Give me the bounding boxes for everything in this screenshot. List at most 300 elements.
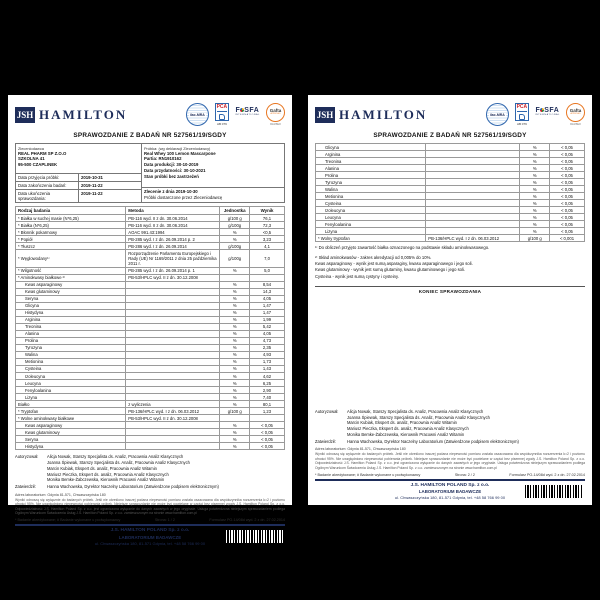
lab-address-line: Adres laboratorium: Gdynia 81-571, Chwaszczyńska 180 [315,447,406,452]
test-result: < 0,05 [550,214,585,221]
test-unit: % [220,288,250,295]
test-result: < 0,05 [550,200,585,207]
test-name: Histydyna [16,443,126,450]
barcode-icon [525,485,583,498]
report-title: SPRAWOZDANIE Z BADAŃ NR 527561/19/SGDY [73,132,227,139]
client-block [16,144,142,202]
test-method [126,281,220,288]
authorized-name: Joanna Śpiewak, Starszy Specjalista ds. Analiz, Pracownia Analiz Klasycznych [347,414,490,420]
ilac-mra-badge-icon [486,103,509,126]
result-row [316,165,585,172]
col-header-result: Wynik [250,207,285,215]
test-result: 1,43 [250,365,285,372]
test-result: 4,1 [250,243,285,250]
test-method [426,165,520,172]
test-result: 6,25 [250,380,285,387]
test-unit: % [220,337,250,344]
date-row [16,173,141,181]
report-page-2 [308,95,592,505]
test-name: Lizyna [16,394,126,401]
test-name: * Tryptofan [16,408,126,415]
result-row [16,422,285,429]
result-row [16,394,285,401]
test-result: < 0,05 [550,165,585,172]
test-result: 3,23 [250,236,285,243]
test-name: Arginina [16,316,126,323]
approved-label: Zatwierdził: [315,438,336,444]
report-title: SPRAWOZDANIE Z BADAŃ NR 527561/19/SGDY [373,132,527,139]
test-method: PB-53/HPLC wyd. II z dn. 30.12.2008 [126,274,220,281]
test-name: * Tłuszcz [16,243,126,250]
form-number: Formularz PO-14/08d wyd. 2 z dn. 27.02.2014 [509,473,585,477]
test-unit: g/100 g [220,408,250,415]
test-name: Metionina [16,358,126,365]
authorized-name: Mariusz Pieczka, Ekspert ds. analiz, Pracownia Analiz Klasycznych [347,426,469,432]
result-row [16,365,285,372]
result-row [16,309,285,316]
test-name: * Aminokwasy białkowe ²⁾ [16,274,126,281]
test-method [126,436,220,443]
test-name: Walina [316,186,426,193]
test-name: Kwas glutaminowy [16,288,126,295]
test-unit: % [520,151,550,158]
authorized-name: Alicja Nowak, Starszy Specjalista ds. Analiz, Pracownia Analiz Klasycznych [347,409,484,414]
test-unit: % [220,401,250,408]
footnote-2-line: ²⁾ Skład aminokwasów - zakres akredytacji od 0,005% do 10%. [315,254,432,260]
test-name: Alanina [316,165,426,172]
test-unit: % [220,422,250,429]
test-name: Prolina [316,172,426,179]
result-row [16,351,285,358]
test-method [426,158,520,165]
end-of-report-rule [315,286,585,287]
test-unit: % [520,221,550,228]
accreditation-badges [486,103,585,126]
test-name: Lizyna [316,228,426,235]
disclaimer-text: Wyniki odnoszą się wyłącznie do badanych próbek. Jeśli nie określono inaczej podana niepewność pomiaru została oszacowana dla współczynnika rozszerzenia k=2 i poziomu ufności 95%. Nie uwzględniono niepewności pobierania próbek. Niniejsze sprawozdanie nie może być powielane w części bez pisemnej zgody J.S. Hamilton Poland Sp. z o.o. Odpowiedzialność J.S. Hamilton Poland Sp. z o.o. jest ograniczona wyłącznie do danych zawartych w jego oryginale. Usługa potwierdzona niniejszym sprawozdaniem podlega Ogólnym Warunkom Świadczenia Usług J.S. Hamilton Poland Sp. z o.o. zamieszczonym na stronie www.hamilton.com.pl [315,452,585,470]
authorized-label: Autoryzował: [315,409,339,414]
test-name: Seryna [16,295,126,302]
fosfa-badge-icon [235,103,260,116]
test-name: Histydyna [16,309,126,316]
gafta-badge-icon [266,103,285,126]
test-method [126,295,220,302]
date-value: 2019-11-22 [78,182,141,189]
date-label: Data ukończenia sprawozdania: [18,191,51,201]
authorized-label: Autoryzował: [15,454,39,460]
result-row [16,250,285,267]
test-unit: % [220,387,250,394]
test-result: < 0,05 [550,172,585,179]
test-result: < 0,05 [550,186,585,193]
date-label: Data przyjęcia próbki: [18,175,60,180]
test-result: 4,93 [250,351,285,358]
test-unit: % [220,373,250,380]
test-method: PB-116 wyd. II z dn. 30.06.2014 [126,215,220,222]
result-row [316,200,585,207]
page-number: Strona: 2 / 2 [454,473,475,477]
disclaimer-text: Wyniki odnoszą się wyłącznie do badanych próbek. Jeśli nie określono inaczej podana niepewność pomiaru została oszacowana dla współczynnika rozszerzenia k=2 i poziomu ufności 95%. Nie uwzględniono niepewności pobierania próbek. Niniejsze sprawozdanie nie może być powielane w części bez pisemnej zgody J.S. Hamilton Poland Sp. z o.o. Odpowiedzialność J.S. Hamilton Poland Sp. z o.o. jest ograniczona wyłącznie do danych zawartych w jego oryginale. Usługa potwierdzona niniejszym sprawozdaniem podlega Ogólnym Warunkom Świadczenia Usług J.S. Hamilton Poland Sp. z o.o. zamieszczonym na stronie www.hamilton.com.pl [15,497,285,515]
gafta-badge-icon [566,103,585,126]
result-row [316,186,585,193]
test-method [126,330,220,337]
test-unit [220,415,250,422]
company-footer [315,479,585,501]
test-method [126,443,220,450]
test-name: Cysteina [316,200,426,207]
date-value: 2019-11-22 [78,190,141,202]
fosfa-badge-icon [535,103,560,116]
test-method [126,380,220,387]
test-unit: % [520,158,550,165]
test-unit: % [220,380,250,387]
test-name: Alanina [16,330,126,337]
sample-production-date: Data produkcji: 30-10-2019 [143,162,199,168]
footer-company-name: J.S. HAMILTON POLAND Sp. z o.o. [410,483,490,488]
test-result [250,274,285,281]
test-name: * Węglowodany¹⁾ [16,250,126,267]
hamilton-logo [15,107,127,123]
test-name: Cysteina [16,365,126,372]
test-name: Seryna [16,436,126,443]
footer-company-address: ul. Chwaszczyńska 180, 81-571 Gdynia, tel. +48 58 766 99 00 [394,495,506,501]
approved-block [15,484,285,490]
form-number: Formularz PO-14/08d wyd. 2 z dn. 27.02.2014 [209,518,285,523]
authorized-block [15,454,285,483]
sample-batch: Partia: RN1910162 [143,156,182,162]
authorized-name: Mariusz Pieczka, Ekspert ds. analiz, Pracownia Analiz Klasycznych [47,471,169,477]
authorized-name: Alicja Nowak, Starszy Specjalista ds. Analiz, Pracownia Analiz Klasycznych [47,454,184,460]
test-unit: % [520,207,550,214]
test-method [126,373,220,380]
test-unit: % [520,228,550,235]
approved-name: Hanna Wachowska, Dyrektor Naczelny Laboratorium (Zatwierdzone podpisem elektronicznym) [47,483,219,489]
test-method [426,172,520,179]
result-row [316,228,585,235]
test-method: PB-136/HPLC wyd. I z dn. 06.03.2012 [126,408,220,415]
test-unit [220,274,250,281]
fosfa-sub-label: INTERNATIONAL [234,114,260,116]
test-name: Izoleucyna [16,373,126,380]
test-result: < 0,05 [250,429,285,436]
sample-delivery: Próbki dostarczone przez Zleceniodawcę [143,195,223,201]
test-method [426,193,520,200]
test-name: Metionina [316,193,426,200]
test-name: * Błonnik pokarmowy [16,229,126,236]
test-result: 8,54 [250,281,285,288]
test-name: Leucyna [16,380,126,387]
test-unit: g/100g [220,222,250,229]
test-result: 1,47 [250,302,285,309]
test-method [126,323,220,330]
test-method: PB-116 wyd. II z dn. 30.06.2014 [126,222,220,229]
gafta-member-label: MEMBER [270,122,281,126]
footer-legend-row [315,473,585,477]
accreditation-badges [186,103,285,126]
test-method [126,358,220,365]
authorized-name: Marcin Kubiak, Ekspert ds. analiz, Pracownia Analiz Witamin [47,465,157,471]
test-result: 1,47 [250,309,285,316]
approved-label: Zatwierdził: [15,483,36,489]
accreditation-legend: * Badanie akredytowane; # Badanie wykonane u podwykonawcy [15,518,121,523]
ilac-mra-badge-icon [186,103,209,126]
footer-lab-name: LABORATORIUM BADAWCZE [418,489,482,495]
result-row [16,408,285,415]
results-table-page2 [315,143,585,242]
test-name: Leucyna [316,214,426,221]
result-row [16,380,285,387]
barcode-icon [225,530,283,543]
test-unit: % [220,281,250,288]
result-row [316,179,585,186]
hamilton-monogram-icon: JSH [15,107,35,123]
test-name: Walina [16,351,126,358]
test-name: Tyrozyna [316,179,426,186]
test-result: < 0,05 [250,443,285,450]
footnote-2-line: Kwas glutaminowy - wynik jest sumą glutaminy, kwasu glutaminowego i jego soli. [315,267,466,273]
result-row [316,158,585,165]
test-method [126,365,220,372]
test-method [426,221,520,228]
result-row [16,387,285,394]
result-row [316,207,585,214]
date-row [16,181,141,189]
test-unit: % [520,200,550,207]
result-row [16,316,285,323]
result-row [16,243,285,250]
authorized-name: Joanna Śpiewak, Starszy Specjalista ds. Analiz, Pracownia Analiz Klasycznych [47,460,190,466]
test-method [126,344,220,351]
approved-name: Hanna Wachowska, Dyrektor Naczelny Laboratorium (Zatwierdzone podpisem elektronicznym) [347,438,519,444]
test-result: 1,23 [250,408,285,415]
test-result: 2,90 [250,387,285,394]
test-result: 1,73 [250,358,285,365]
result-row [16,443,285,450]
test-method [126,337,220,344]
page-header [15,103,285,126]
sample-condition: Stan próbki bez zastrzeżeń [143,173,199,179]
test-result [250,415,285,422]
test-method: Rozporządzenie Parlamentu Europejskiego i Rady (UE) Nr 1169/2011 z dnia 25 października 2011 r. [126,250,220,267]
footnote-2-block [315,255,585,280]
company-footer [15,524,285,546]
test-unit: % [520,172,550,179]
date-label: Data zakończenia badań: [18,183,67,188]
test-method [426,151,520,158]
test-unit: g/100g [220,250,250,267]
test-result: 4,73 [250,337,285,344]
result-row [16,236,285,243]
pca-label: PCA [516,104,528,110]
test-unit: % [220,429,250,436]
test-name: * Wolny tryptofan [316,235,426,242]
test-unit: % [220,330,250,337]
test-method: PB-136/HPLC wyd. I z dn. 06.03.2012 [426,235,520,242]
test-unit: % [220,344,250,351]
test-unit: % [220,365,250,372]
test-method [126,429,220,436]
fosfa-rest: SFA [244,107,260,114]
result-row [16,358,285,365]
test-unit: g/100 g [520,235,550,242]
footer-company-address: ul. Chwaszczyńska 180, 81-571 Gdynia, tel. +48 58 766 99 00 [94,540,206,546]
test-result: 4,62 [250,373,285,380]
test-name: Glicyna [16,302,126,309]
test-result: 14,3 [250,288,285,295]
test-unit: % [520,186,550,193]
col-header-method: Metoda [126,207,220,215]
test-method [126,394,220,401]
authorized-names [347,409,490,438]
gafta-approved-label: APPROVED [270,112,281,115]
test-method: AOAC 991.43:1994 [126,229,220,236]
test-unit: % [220,436,250,443]
hamilton-logo-text: HAMILTON [339,107,428,122]
test-unit: % [520,179,550,186]
sample-expiry-date: Data przydatności: 30-10-2021 [143,167,206,173]
test-unit: % [220,229,250,236]
footer-legend-row [15,518,285,522]
result-row [16,344,285,351]
client-name: REAL PHARM SP Z.O.O [18,150,67,156]
test-name: Kwas asparaginowy [16,422,126,429]
test-name: * Wilgotność [16,267,126,274]
result-row [16,330,285,337]
test-result: 1,99 [250,316,285,323]
result-row [16,373,285,380]
test-method: z wyliczenia [126,401,220,408]
page-header [315,103,585,126]
authorized-name: Marcin Kubiak, Ekspert ds. analiz, Pracownia Analiz Witamin [347,420,457,426]
result-row [16,222,285,229]
test-unit: % [220,267,250,274]
pca-badge-icon [515,103,529,126]
test-unit: g/100g [220,243,250,250]
sample-label: Próbka: (wg deklaracji Zleceniodawcy) [143,145,211,151]
test-method [426,228,520,235]
result-row [16,274,285,281]
test-unit: % [220,302,250,309]
hamilton-monogram-icon: JSH [315,107,335,123]
lab-address-line: Adres laboratorium: Gdynia 81-571, Chwaszczyńska 180 [15,492,106,497]
test-result: < 0,05 [550,151,585,158]
report-page-1 [8,95,292,546]
test-method [126,309,220,316]
order-date: Zlecenie z dnia 2019-10-30 [143,189,198,195]
authorized-block [315,409,585,438]
test-result: 72,3 [250,222,285,229]
test-result: 7,0 [250,250,285,267]
test-method [426,200,520,207]
test-method [126,288,220,295]
test-method [126,387,220,394]
test-result: < 0,05 [250,422,285,429]
date-value: 2019-10-31 [78,174,141,181]
ilac-mra-label: ilac-MRA [189,112,205,117]
result-row [16,337,285,344]
page-number: Strona: 1 / 2 [154,518,175,523]
test-unit: % [220,394,250,401]
result-row [316,235,585,242]
test-unit: % [520,165,550,172]
test-method [426,214,520,221]
fosfa-f: F [235,107,241,114]
test-result: 76,1 [250,215,285,222]
test-method: PB-286 wyd. I z dn. 26.09.2014 [126,243,220,250]
client-address-1: SZKOLNA 41 [18,156,45,162]
test-unit: % [220,323,250,330]
test-unit: % [220,295,250,302]
test-method: PB-285 wyd. I z dn. 26.09.2014 p. 2 [126,236,220,243]
ilac-mra-label: ilac-MRA [489,112,505,117]
result-row [16,302,285,309]
result-row [316,144,585,151]
result-row [316,214,585,221]
test-name: Tyrozyna [16,344,126,351]
test-method [426,186,520,193]
test-result: 80,1 [250,401,285,408]
test-result: < 0,05 [550,158,585,165]
pca-badge-icon [215,103,229,126]
test-name: Kwas asparaginowy [16,281,126,288]
results-table-page1 [15,206,285,450]
col-header-unit: Jednostka [220,207,250,215]
test-result: 5,42 [250,323,285,330]
test-method [126,316,220,323]
result-row [316,221,585,228]
test-unit: % [220,358,250,365]
test-unit: % [520,214,550,221]
approved-block [315,439,585,445]
test-result: 5,0 [250,267,285,274]
test-method [126,422,220,429]
footnote-2-line: Kwas asparaginowy - wynik jest sumą asparaginy, kwasu asparaginowego i jego soli. [315,261,473,267]
result-row [16,215,285,222]
test-result: < 0,05 [250,436,285,443]
test-name: * Popiół [16,236,126,243]
gafta-label: Gafta [269,108,282,114]
result-row [16,401,285,408]
test-name: Białko [16,401,126,408]
test-method [426,144,520,151]
authorized-name: Monika Bemke-Żabczewska, Kierownik Pracowni Analiz Witamin [347,431,465,437]
result-row [16,429,285,436]
pca-label: PCA [216,104,228,110]
pca-ab-number: AB 079 [516,122,527,126]
result-row [16,323,285,330]
result-row [16,415,285,422]
col-header-test: Rodzaj badania [16,207,126,215]
test-method [126,351,220,358]
result-row [16,267,285,274]
test-result: < 0,05 [550,207,585,214]
gafta-label: Gafta [569,108,582,114]
footer-company-name: J.S. HAMILTON POLAND Sp. z o.o. [110,528,190,534]
test-method: PB-285 wyd. I z dn. 26.09.2014 p. 1 [126,267,220,274]
test-result: < 0,05 [550,144,585,151]
results-header-row [16,207,285,215]
test-unit: % [220,236,250,243]
footnote-1: ¹⁾ Do obliczeń przyjęto zawartość białka oznaczonego na podstawie składu aminokwasowego. [315,245,490,251]
result-row [16,288,285,295]
test-name: * Białka w suchej masie (N*6,25) [16,215,126,222]
test-unit: % [520,144,550,151]
test-result: < 0,05 [550,221,585,228]
test-method [426,179,520,186]
client-sample-info-box [15,143,285,203]
sample-name: Real Whey 100 Lemon Mascarpone [143,150,216,156]
gafta-member-label: MEMBER [570,122,581,126]
